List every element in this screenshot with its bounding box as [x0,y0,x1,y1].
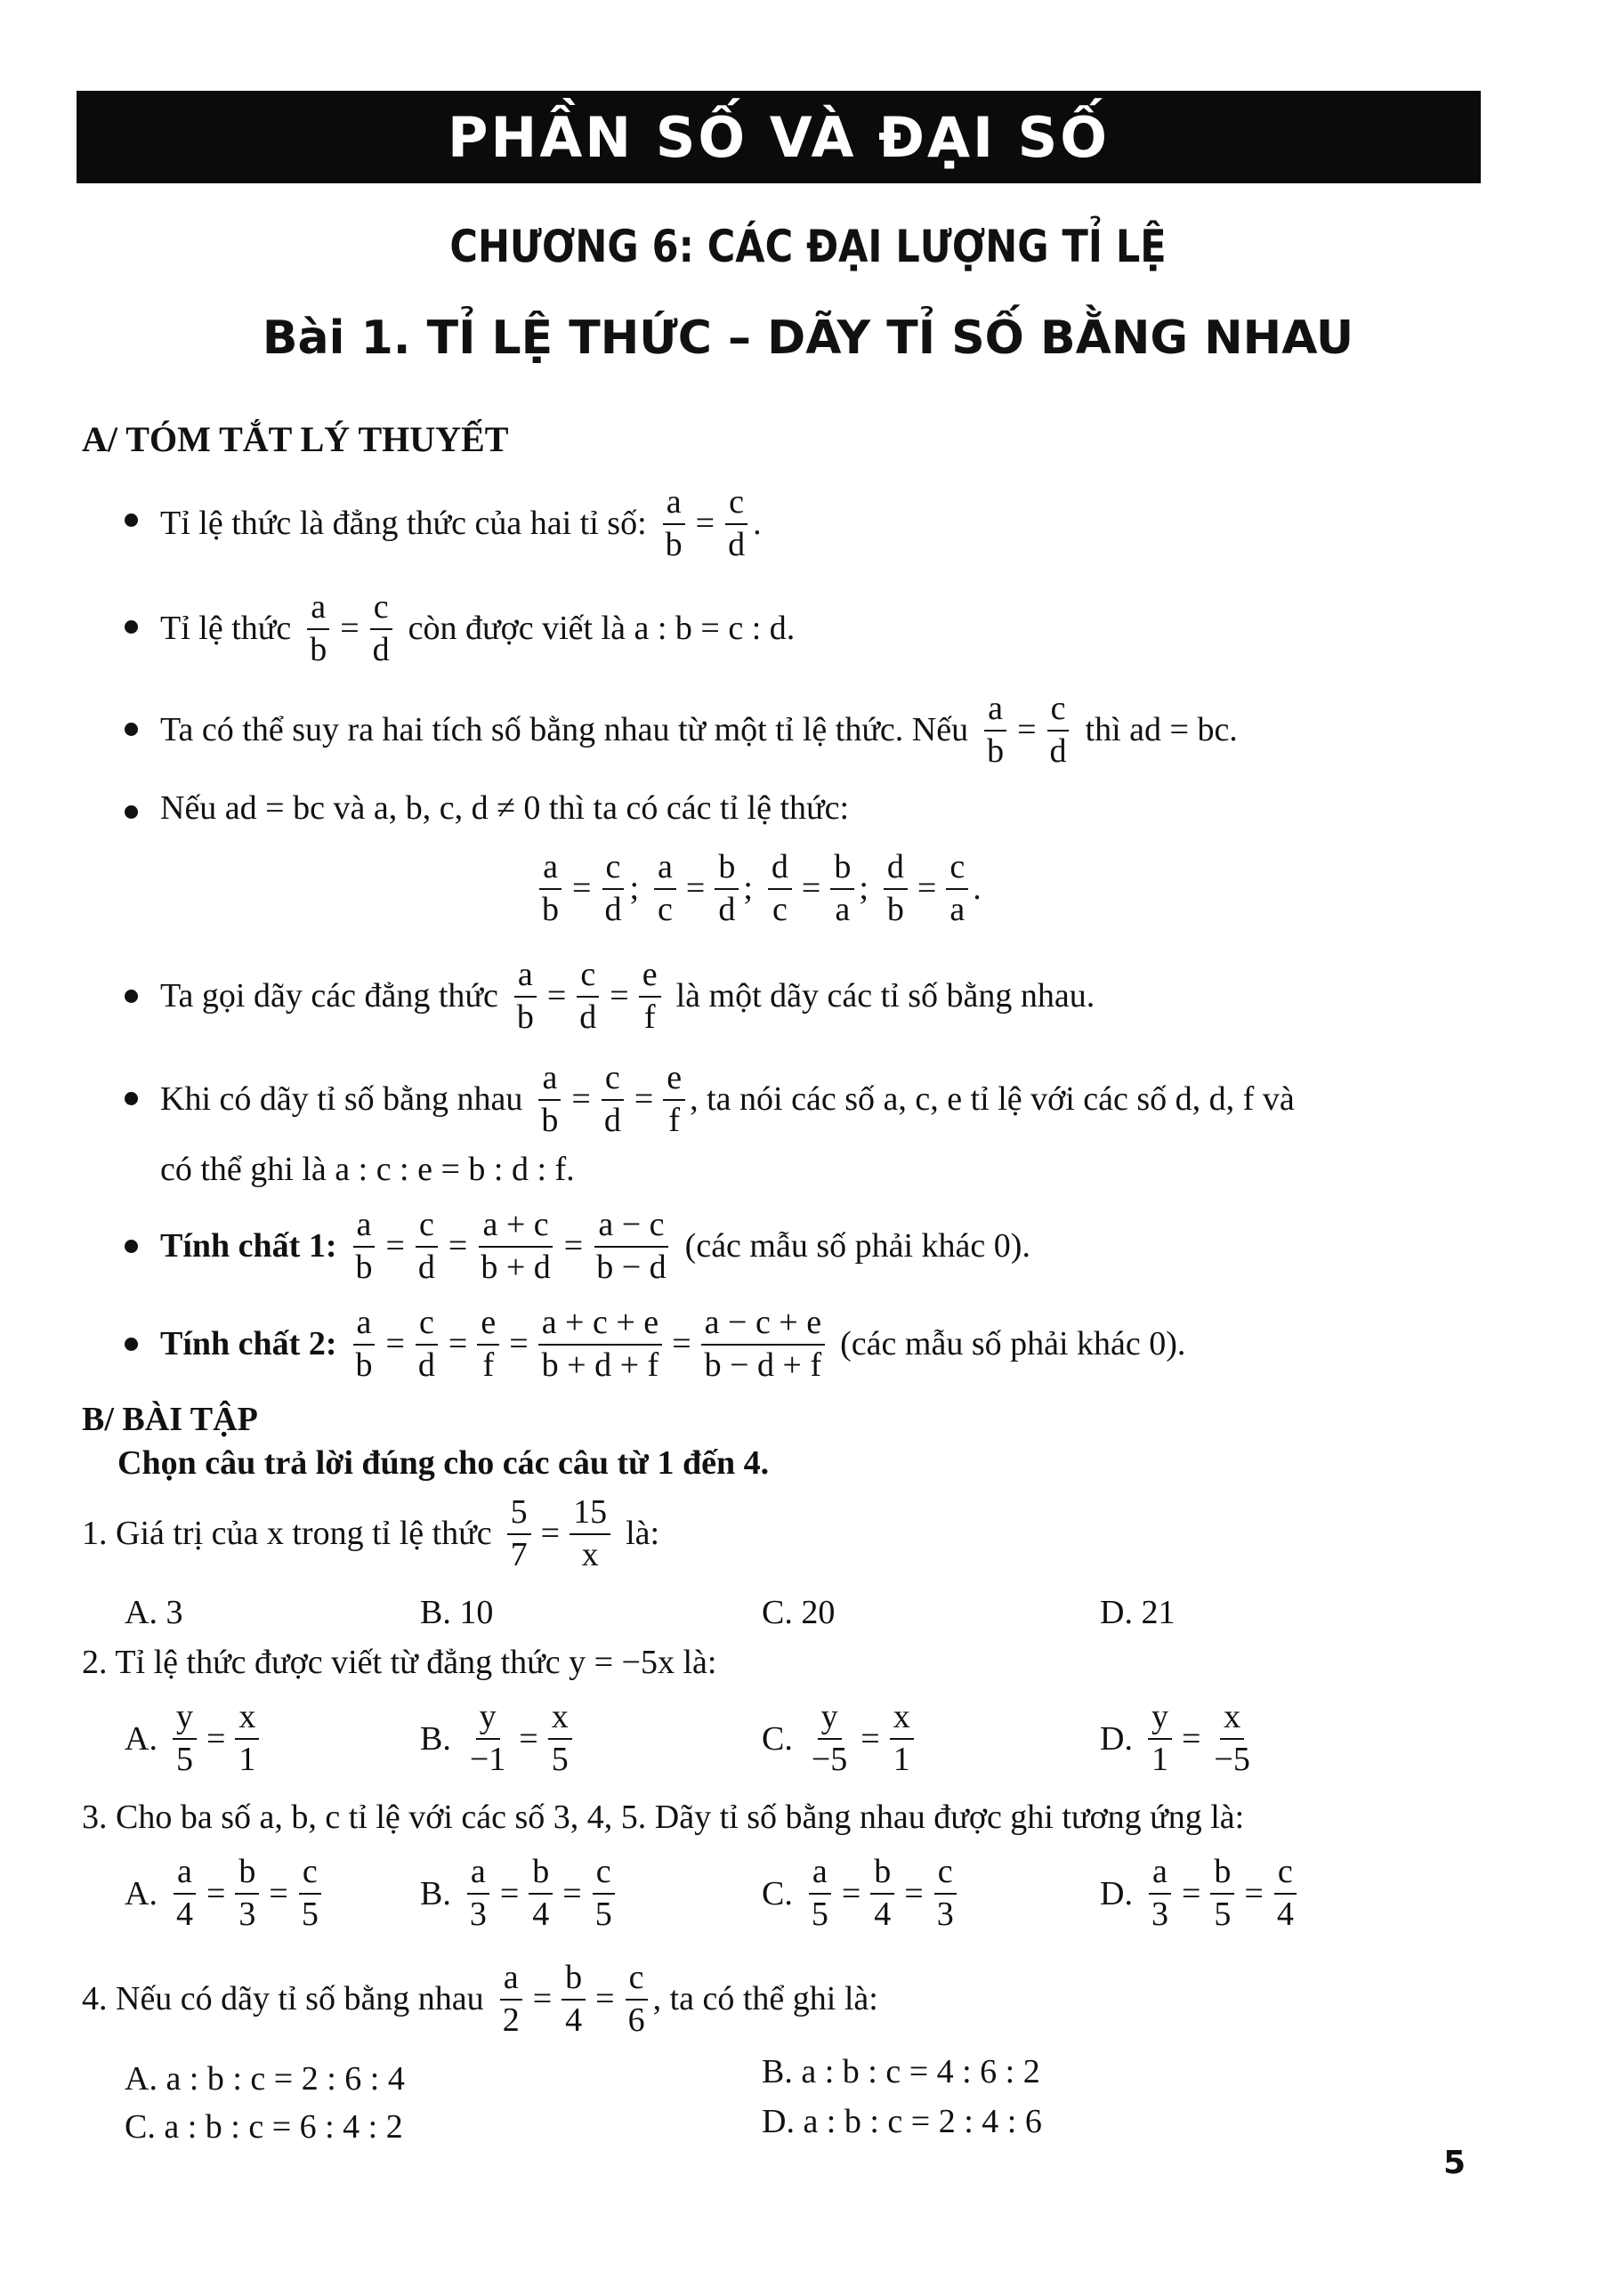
theory-item-4: Nếu ad = bc và a, b, c, d ≠ 0 thì ta có các tỉ lệ thức: [160,789,850,827]
q4-option-c[interactable]: C. a : b : c = 6 : 4 : 2 [125,2108,403,2146]
q1-option-c[interactable]: C. 20 [762,1594,836,1631]
theory-item-5: Ta gọi dãy các đẳng thức $\frac{a}{b}$ = $\frac{c}{d}$ = $\frac{e}{f}$ là một dãy các tỉ số bằng nhau. [160,956,1095,1036]
exercises-instruction: Chọn câu trả lời đúng cho các câu từ 1 đến 4. [117,1444,770,1482]
lesson-title: Bài 1. TỈ LỆ THỨC – DÃY TỈ SỐ BẰNG NHAU [262,311,1354,365]
theory-item-6-cont: có thể ghi là a : c : e = b : d : f. [160,1151,575,1188]
bullet [125,620,138,634]
q4-option-d[interactable]: D. a : b : c = 2 : 4 : 6 [762,2103,1042,2140]
q3-option-d[interactable]: D. $\frac{a}{3}$ = $\frac{b}{5}$ = $\frac{c}{4}$ [1100,1855,1302,1933]
q2-option-c[interactable]: C. $\frac{y}{-5}$ = $\frac{x}{1}$ [762,1700,918,1778]
theory-item-1: Tỉ lệ thức là đẳng thức của hai tỉ số: $\frac{a}{b}$ = $\frac{c}{d}$ . [160,483,762,563]
theory-item-6: Khi có dãy tỉ số bằng nhau $\frac{a}{b}$ = $\frac{c}{d}$ = $\frac{e}{f}$ , ta nói các số a, c, e tỉ lệ với các số d, d, f và [160,1059,1295,1139]
question-4: 4. Nếu có dãy tỉ số bằng nhau $\frac{a}{2}$ = $\frac{b}{4}$ = $\frac{c}{6}$ , ta có thể ghi là: [82,1959,878,2039]
bullet [125,805,138,819]
property-1: Tính chất 1: $\frac{a}{b}$ = $\frac{c}{d}$ = $\frac{a + c}{b + d}$ = $\frac{a - c}{b - d}$ (các mẫu số phải khác 0). [160,1206,1030,1286]
theory-heading: A/ TÓM TẮT LÝ THUYẾT [82,419,509,459]
q2-option-b[interactable]: B. $\frac{y}{-1}$ = $\frac{x}{5}$ [420,1700,577,1778]
question-2: 2. Tỉ lệ thức được viết từ đẳng thức y = −5x là: [82,1644,717,1681]
theory-item-2: Tỉ lệ thức $\frac{a}{b}$ = $\frac{c}{d}$ còn được viết là a : b = c : d. [160,588,796,668]
bullet [125,990,138,1003]
page-number: 5 [1443,2145,1467,2181]
q4-option-a[interactable]: A. a : b : c = 2 : 6 : 4 [125,2060,405,2098]
equivalent-proportions: $\frac{a}{b}$ = $\frac{c}{d}$ ; $\frac{a}{c}$ = $\frac{b}{d}$ ; $\frac{d}{c}$ = $\frac{b}{a}$ ; $\frac{d}{b}$ = $\frac{c}{a}$ . [534,850,982,928]
q3-option-c[interactable]: C. $\frac{a}{5}$ = $\frac{b}{4}$ = $\frac{c}{3}$ [762,1855,962,1933]
theory-item-3: Ta có thể suy ra hai tích số bằng nhau từ một tỉ lệ thức. Nếu $\frac{a}{b}$ = $\frac{c}{d}$ thì ad = bc. [160,690,1238,770]
section-banner: PHẦN SỐ VÀ ĐẠI SỐ [77,91,1481,183]
q2-option-d[interactable]: D. $\frac{y}{1}$ = $\frac{x}{-5}$ [1100,1698,1250,1778]
bullet [125,1092,138,1105]
q3-option-a[interactable]: A. $\frac{a}{4}$ = $\frac{b}{3}$ = $\frac{c}{5}$ [125,1855,327,1933]
q1-option-b[interactable]: B. 10 [420,1594,494,1631]
q4-option-b[interactable]: B. a : b : c = 4 : 6 : 2 [762,2053,1040,2090]
property-2: Tính chất 2: $\frac{a}{b}$ = $\frac{c}{d}$ = $\frac{e}{f}$ = $\frac{a + c + e}{b + d + f}$ = $\frac{a - c + e}{b - d + f}$ (các mẫu số phải khác 0). [160,1304,1186,1384]
q1-option-d[interactable]: D. 21 [1100,1594,1176,1631]
bullet [125,513,138,527]
bullet [125,723,138,736]
bullet [125,1338,138,1351]
q3-option-b[interactable]: B. $\frac{a}{3}$ = $\frac{b}{4}$ = $\frac{c}{5}$ [420,1855,620,1933]
bullet [125,1240,138,1253]
chapter-title: CHƯƠNG 6: CÁC ĐẠI LƯỢNG TỈ LỆ [449,221,1167,272]
q1-option-a[interactable]: A. 3 [125,1594,183,1631]
question-3: 3. Cho ba số a, b, c tỉ lệ với các số 3, 4, 5. Dãy tỉ số bằng nhau được ghi tương ứng là: [82,1799,1245,1836]
exercises-heading: B/ BÀI TẬP [82,1401,258,1438]
q2-option-a[interactable]: A. $\frac{y}{5}$ = $\frac{x}{1}$ [125,1700,263,1778]
question-1: 1. Giá trị của x trong tỉ lệ thức $\frac{5}{7}$ = $\frac{15}{x}$ là: [82,1493,660,1573]
